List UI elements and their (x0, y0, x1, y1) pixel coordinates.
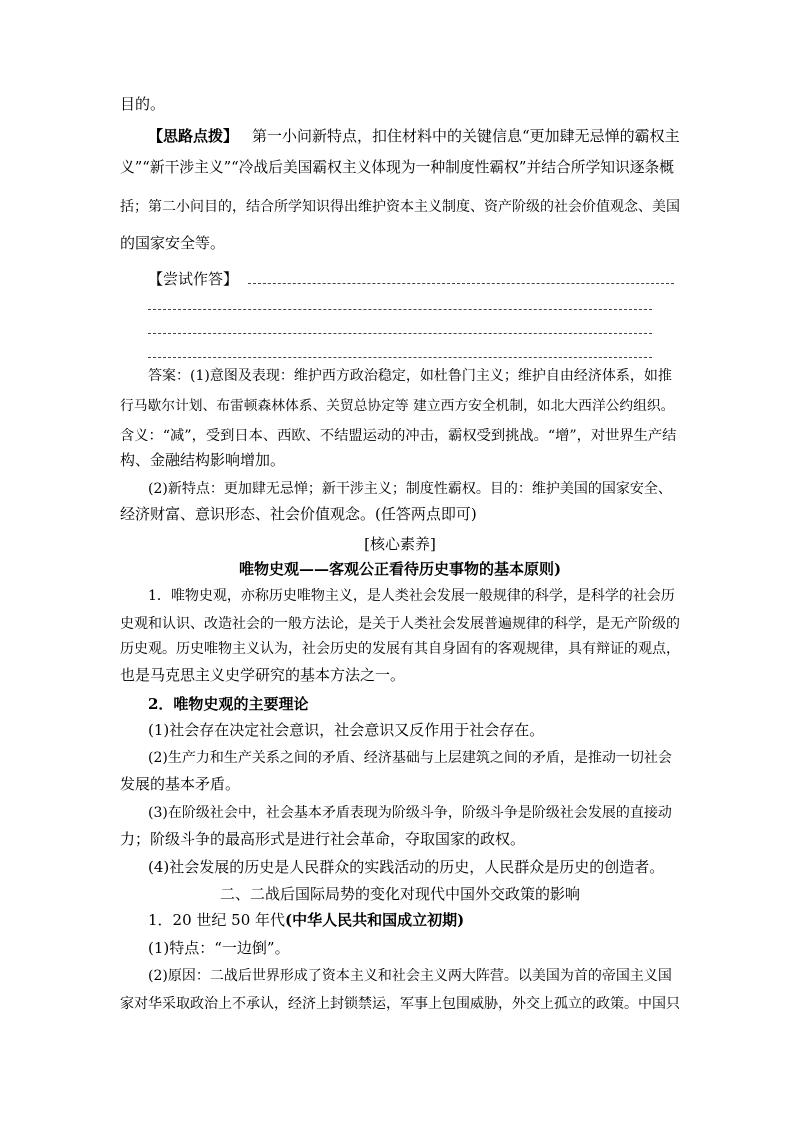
core-literacy-heading: [核心素养] (364, 535, 436, 553)
hint-paragraph-line (148, 125, 680, 147)
try-answer-tag: 【尝试作答】 (148, 270, 239, 288)
answer-blank-line[interactable] (248, 283, 674, 284)
paragraph-line: 历史观。历史唯物主义认为，社会历史的发展有其自身固有的客观规律，具有辩证的观点， (120, 641, 680, 657)
answer-line: 答案：(1)意图及表现：维护西方政治稳定，如杜鲁门主义；维护自由经济体系，如推 (148, 368, 672, 384)
hint-text: 第一小问新特点，扣住材料中的关键信息“更加肆无忌惮的霸权主 (252, 127, 680, 145)
paragraph-line: 史观和认识、改造社会的一般方法论，是关于人类社会发展普遍规律的科学，是无产阶级的 (120, 616, 680, 632)
paragraph-line: (1)特点：“一边倒”。 (148, 939, 290, 957)
text-line: 的国家安全等。 (120, 234, 226, 252)
section-heading: 二、二战后国际局势的变化对现代中国外交政策的影响 (219, 885, 580, 903)
answer-line: 经济财富、意识形态、社会价值观念。(任答两点即可) (120, 505, 477, 523)
theory-item: (4)社会发展的历史是人民群众的实践活动的历史，人民群众是历史的创造者。 (148, 858, 665, 876)
answer-line: 行马歇尔计划、布雷顿森林体系、关贸总协定等 建立西方安全机制，如北大西洋公约组织。 (120, 398, 675, 414)
theory-item: (3)在阶级社会中，社会基本矛盾表现为阶级斗争，阶级斗争是阶级社会发展的直接动 (148, 805, 672, 821)
subheading-line (148, 909, 680, 931)
theory-item: 发展的基本矛盾。 (120, 775, 241, 793)
answer-line: 含义：“减”，受到日本、西欧、不结盟运动的冲击，霸权受到挑战。“增”，对世界生产结 (120, 428, 677, 444)
answer-line: 构、金融结构影响增加。 (120, 451, 286, 469)
subheading-period: (中华人民共和国成立初期) (285, 911, 465, 929)
subheading: 2．唯物史观的主要理论 (148, 695, 309, 713)
theory-item: (2)生产力和生产关系之间的矛盾、经济基础与上层建筑之间的矛盾，是推动一切社会 (148, 750, 672, 766)
answer-line: (2)新特点：更加肆无忌惮；新干涉主义；制度性霸权。目的：维护美国的国家安全、 (148, 481, 672, 497)
paragraph-line: 家对华采取政治上不承认，经济上封锁禁运，军事上包围威胁，外交上孤立的政策。中国只 (120, 996, 680, 1012)
hint-tag: 【思路点拨】 (148, 127, 239, 145)
theory-item: (1)社会存在决定社会意识，社会意识又反作用于社会存在。 (148, 721, 545, 739)
answer-blank-line[interactable] (148, 309, 652, 310)
theory-item: 力；阶级斗争的最高形式是进行社会革命，夺取国家的政权。 (120, 830, 526, 848)
paragraph-line: (2)原因：二战后世界形成了资本主义和社会主义两大阵营。以美国为首的帝国主义国 (148, 968, 672, 984)
text-line: 目的。 (120, 95, 166, 113)
text-line: 义”“新干涉主义”“冷战后美国霸权主义体现为一种制度性霸权”并结合所学知识逐条概 (120, 159, 674, 176)
subheading-number: 1．20 世纪 50 年代 (148, 911, 286, 929)
paragraph-line: 1．唯物史观，亦称历史唯物主义，是人类社会发展一般规律的科学，是科学的社会历 (148, 588, 675, 604)
text-line: 括；第二小问目的，结合所学知识得出维护资本主义制度、资产阶级的社会价值观念、美国 (120, 199, 680, 215)
answer-blank-line[interactable] (148, 333, 652, 334)
core-literacy-title: 唯物史观——客观公正看待历史事物的基本原则) (238, 560, 562, 578)
answer-blank-line[interactable] (148, 357, 652, 358)
paragraph-line: 也是马克思主义史学研究的基本方法之一。 (120, 666, 406, 684)
